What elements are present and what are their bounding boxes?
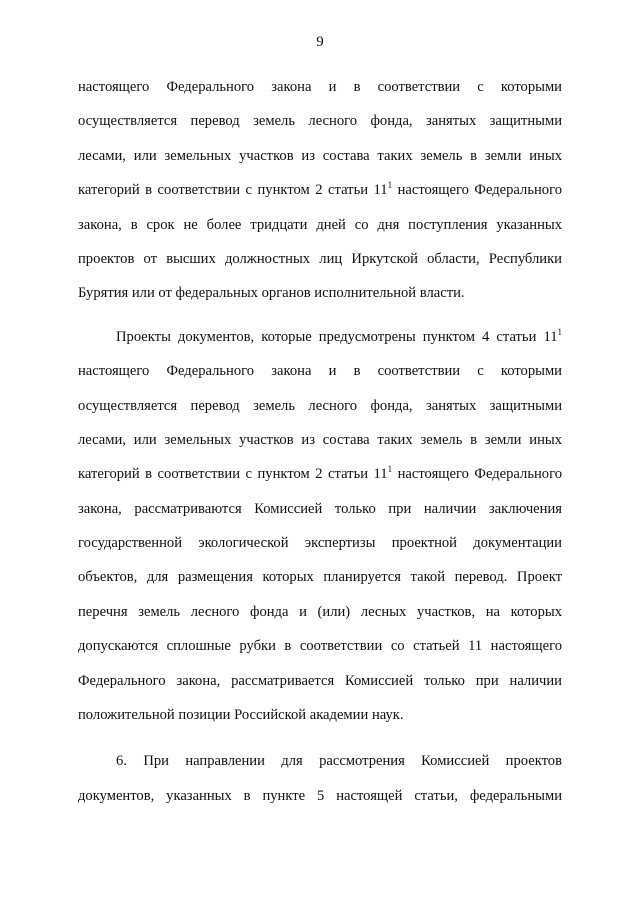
paragraph [78,323,562,736]
text-line: закона, в срок не более тридцати дней со дня поступления указанных [78,216,562,233]
text-line: Федерального закона, рассматривается Комиссией только при наличии [78,672,562,689]
superscript: 1 [557,326,562,337]
text-line: осуществляется перевод земель лесного фонда, занятых защитными [78,397,562,414]
superscript: 1 [387,180,393,191]
text-segment: настоящего Федерального [392,182,562,199]
document-body [78,73,562,816]
text-line [78,460,562,494]
text-line: объектов, для размещения которых планируется такой перевод. Проект [78,569,562,586]
text-line: настоящего Федерального закона и в соответствии с которыми [78,363,562,380]
paragraph-gap [78,735,562,747]
paragraph [78,73,562,314]
text-line: настоящего Федерального закона и в соответствии с которыми [78,79,562,95]
text-segment: Проекты документов, которые предусмотрены пунктом 4 статьи 11 [116,328,558,345]
text-line: лесами, или земельных участков из состава таких земель в земли иных [78,431,562,448]
text-line [78,176,562,210]
text-segment: категорий в соответствии с пунктом 2 статьи 11 [78,466,388,483]
text-line: документов, указанных в пункте 5 настоящей статьи, федеральными [78,787,562,804]
text-segment: категорий в соответствии с пунктом 2 статьи 11 [78,182,388,199]
text-line: проектов от высших должностных лиц Иркутской области, Республики [78,250,562,267]
text-line: допускаются сплошные рубки в соответствии со статьей 11 настоящего [78,638,562,655]
page-number: 9 [316,34,324,50]
paragraph-gap [78,314,562,323]
text-line: закона, рассматриваются Комиссией только при наличии заключения [78,500,562,517]
superscript: 1 [387,464,393,475]
text-line: перечня земель лесного фонда и (или) лесных участков, на которых [78,603,562,620]
paragraph [78,747,562,816]
text-line: осуществляется перевод земель лесного фонда, занятых защитными [78,113,562,130]
text-line: государственной экологической экспертизы проектной документации [78,535,562,552]
text-line [78,323,562,357]
text-line: Бурятия или от федеральных органов исполнительной власти. [78,285,465,302]
text-line: положительной позиции Российской академии наук. [78,707,404,724]
text-line: лесами, или земельных участков из состава таких земель в земли иных [78,147,562,164]
text-line: 6. При направлении для рассмотрения Комиссией проектов [116,753,562,770]
text-segment: настоящего Федерального [392,466,562,483]
